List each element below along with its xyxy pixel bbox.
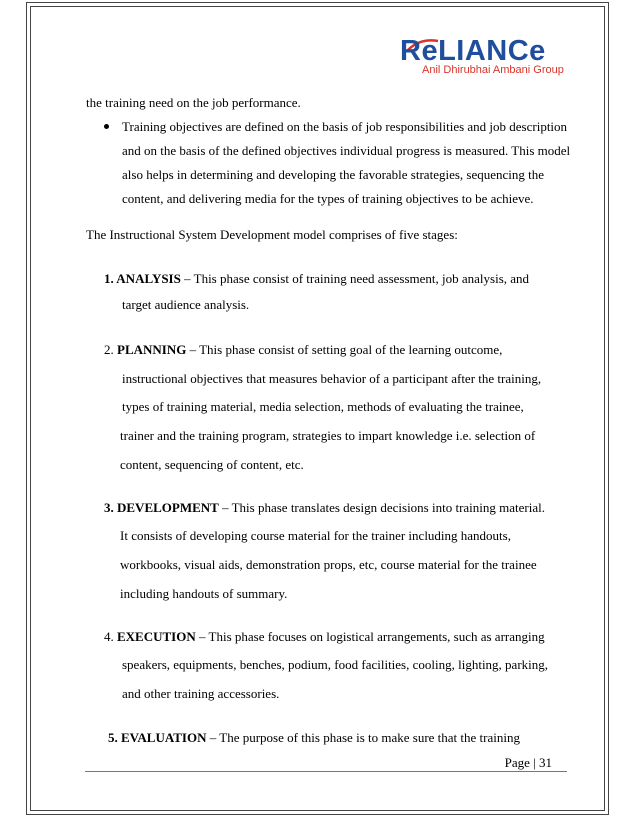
stage-line: trainer and the training program, strategies to impart knowledge i.e. selection of [120, 428, 536, 443]
logo-group-name: Anil Dhirubhai Ambani Group [422, 64, 564, 76]
bullet-icon [104, 124, 109, 129]
stage-first-line: – This phase focuses on logistical arrangements, such as arranging [195, 629, 545, 644]
stage-planning-heading [104, 342, 502, 357]
stage-analysis-heading [104, 271, 529, 286]
stage-line: speakers, equipments, benches, podium, food facilities, cooling, lighting, parking, [122, 657, 549, 672]
footer-rule [85, 771, 567, 772]
stage-first-line: – This phase translates design decisions into training material. [218, 500, 545, 515]
bullet-line: Training objectives are defined on the basis of job responsibilities and job description [122, 119, 568, 134]
bullet-line: and on the basis of the defined objectives individual progress is measured. This model [122, 143, 571, 158]
stage-line: content, sequencing of content, etc. [120, 457, 304, 472]
stage-number: 3. [104, 500, 117, 515]
bullet-line: also helps in determining and developing the favorable strategies, sequencing the [122, 167, 545, 182]
stage-line: instructional objectives that measures behavior of a participant after the training, [122, 371, 542, 386]
page-number: Page | 31 [504, 755, 552, 770]
stage-first-line: – This phase consist of setting goal of the learning outcome, [186, 342, 503, 357]
stage-first-line: – The purpose of this phase is to make sure that the training [206, 730, 520, 745]
stage-name: DEVELOPMENT [117, 500, 219, 515]
stage-line: including handouts of summary. [120, 586, 288, 601]
stage-name: PLANNING [117, 342, 187, 357]
stage-line: target audience analysis. [122, 297, 250, 312]
logo-wordmark: ReLIANCe [400, 35, 546, 67]
stage-name: EXECUTION [117, 629, 196, 644]
stage-number: 1. [104, 271, 117, 286]
stage-evaluation-heading [108, 730, 520, 745]
isd-intro: The Instructional System Development model comprises of five stages: [86, 227, 458, 242]
stage-development-heading [104, 500, 545, 515]
stage-line: types of training material, media selection, methods of evaluating the trainee, [122, 399, 524, 414]
stage-first-line: – This phase consist of training need assessment, job analysis, and [180, 271, 530, 286]
stage-number: 2. [104, 342, 117, 357]
stage-execution-heading [104, 629, 545, 644]
stage-name: ANALYSIS [116, 271, 181, 286]
intro-line: the training need on the job performance. [86, 95, 301, 110]
stage-name: EVALUATION [121, 730, 207, 745]
reliance-logo [400, 36, 582, 82]
bullet-line: content, and delivering media for the types of training objectives to be achieve. [122, 191, 534, 206]
stage-number: 5. [108, 730, 121, 745]
stage-line: It consists of developing course material for the trainer including handouts, [120, 528, 511, 543]
stage-number: 4. [104, 629, 117, 644]
stage-line: and other training accessories. [122, 686, 280, 701]
stage-line: workbooks, visual aids, demonstration props, etc, course material for the trainee [120, 557, 537, 572]
